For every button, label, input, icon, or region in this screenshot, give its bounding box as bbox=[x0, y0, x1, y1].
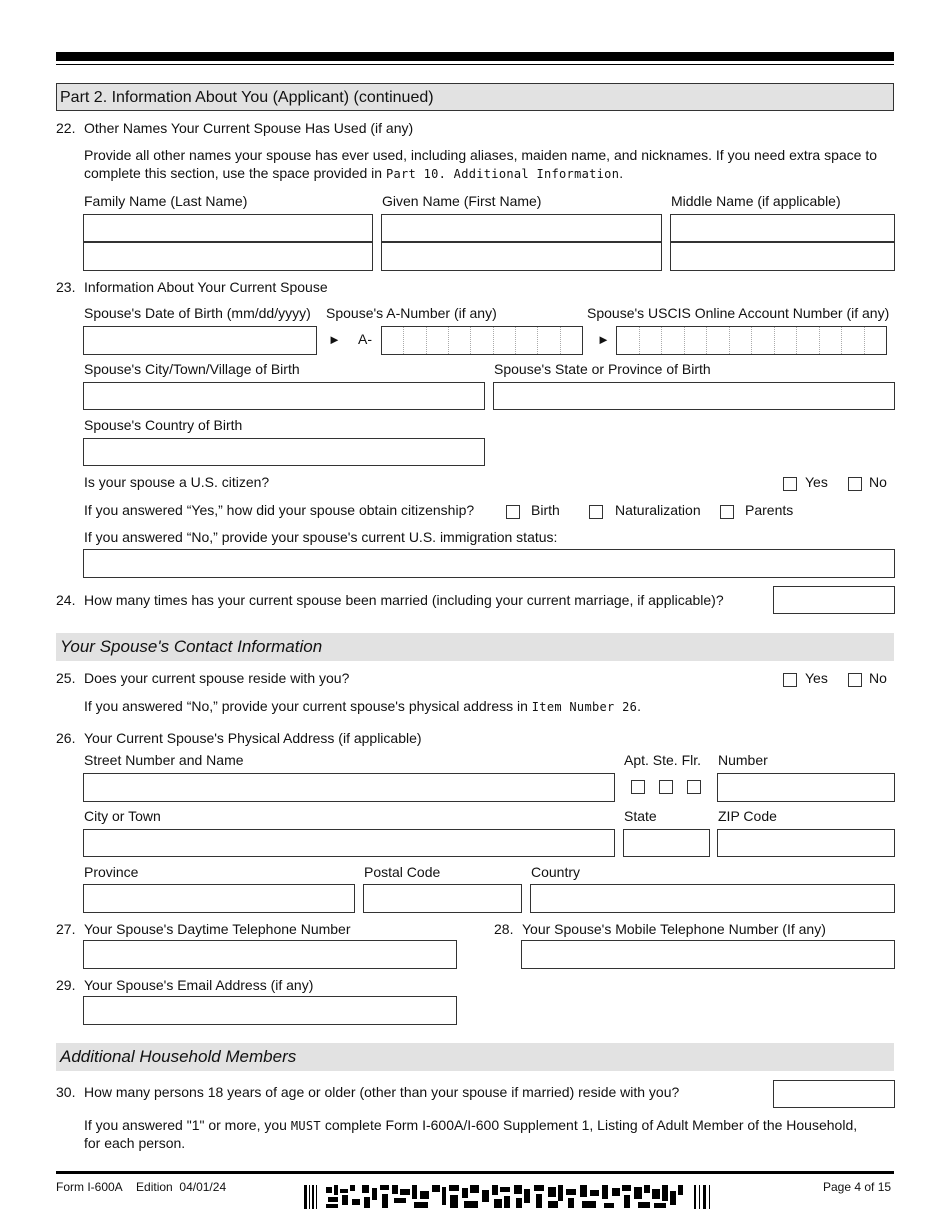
uscis-arrow-icon: ► bbox=[597, 332, 610, 347]
spouse-city-field[interactable] bbox=[83, 382, 485, 410]
province-label: Province bbox=[84, 864, 139, 880]
q30-question: How many persons 18 years of age or older (other than your spouse if married) reside with you? bbox=[84, 1084, 680, 1100]
q26-title: Your Current Spouse's Physical Address (if applicable) bbox=[84, 730, 422, 746]
given-name-label: Given Name (First Name) bbox=[382, 193, 542, 209]
city-town-field[interactable] bbox=[83, 829, 615, 857]
spouse-middle-name-field-1[interactable] bbox=[670, 214, 895, 242]
q28-number: 28. bbox=[494, 921, 514, 937]
q27-number: 27. bbox=[56, 921, 76, 937]
mobile-phone-field[interactable] bbox=[521, 940, 895, 969]
country-field[interactable] bbox=[530, 884, 895, 913]
contact-section-title: Your Spouse's Contact Information bbox=[60, 637, 323, 656]
q23-number: 23. bbox=[56, 279, 76, 295]
country-label: Country bbox=[531, 864, 581, 880]
q25-followup bbox=[84, 697, 641, 716]
footer-form-id: Form I-600A bbox=[56, 1180, 123, 1194]
q25-followup-ref: Item Number 26 bbox=[531, 700, 638, 714]
q22-instruction-ref: Part 10. Additional Information bbox=[385, 167, 620, 181]
q30-note-must: MUST bbox=[290, 1119, 321, 1133]
q23-title: Information About Your Current Spouse bbox=[84, 279, 328, 295]
family-name-label: Family Name (Last Name) bbox=[84, 193, 248, 209]
spouse-anumber-field[interactable] bbox=[381, 326, 583, 355]
spouse-given-name-field-1[interactable] bbox=[381, 214, 662, 242]
email-field[interactable] bbox=[83, 996, 457, 1025]
province-field[interactable] bbox=[83, 884, 355, 913]
spouse-state-field[interactable] bbox=[493, 382, 895, 410]
birth-label: Birth bbox=[531, 502, 560, 518]
q25-followup-text: If you answered “No,” provide your current spouse's physical address in bbox=[84, 698, 532, 714]
spouse-family-name-field-2[interactable] bbox=[83, 242, 373, 271]
reside-yes-checkbox[interactable] bbox=[783, 673, 797, 687]
household-section-header bbox=[56, 1043, 894, 1071]
apt-ste-flr-label: Apt. Ste. Flr. bbox=[624, 752, 702, 768]
spouse-dob-field[interactable] bbox=[83, 326, 317, 355]
spouse-uscis-label: Spouse's USCIS Online Account Number (if any) bbox=[587, 305, 890, 321]
unit-number-label: Number bbox=[718, 752, 768, 768]
postal-code-field[interactable] bbox=[363, 884, 522, 913]
times-married-field[interactable] bbox=[773, 586, 895, 614]
anumber-arrow-icon: ► bbox=[328, 332, 341, 347]
parents-checkbox[interactable] bbox=[720, 505, 734, 519]
spouse-uscis-account-field[interactable] bbox=[616, 326, 887, 355]
anumber-prefix: A- bbox=[358, 331, 372, 347]
spouse-country-field[interactable] bbox=[83, 438, 485, 466]
contact-section-header bbox=[56, 633, 894, 661]
footer-page-number: Page 4 of 15 bbox=[823, 1180, 892, 1194]
unit-number-field[interactable] bbox=[717, 773, 895, 802]
spouse-country-label: Spouse's Country of Birth bbox=[84, 417, 243, 433]
parents-label: Parents bbox=[745, 502, 794, 518]
spouse-city-label: Spouse's City/Town/Village of Birth bbox=[84, 361, 300, 377]
q22-instruction-line2 bbox=[84, 164, 623, 183]
spouse-middle-name-field-2[interactable] bbox=[670, 242, 895, 271]
q30-number: 30. bbox=[56, 1084, 76, 1100]
footer-edition-label: Edition bbox=[136, 1180, 173, 1194]
q25-question: Does your current spouse reside with you? bbox=[84, 670, 350, 686]
spouse-given-name-field-2[interactable] bbox=[381, 242, 662, 271]
zip-label: ZIP Code bbox=[718, 808, 777, 824]
q22-title: Other Names Your Current Spouse Has Used (if any) bbox=[84, 120, 414, 136]
footer-rule bbox=[56, 1171, 894, 1174]
q27-label: Your Spouse's Daytime Telephone Number bbox=[84, 921, 351, 937]
q25-number: 25. bbox=[56, 670, 76, 686]
citizen-no-label: No bbox=[869, 474, 887, 490]
naturalization-checkbox[interactable] bbox=[589, 505, 603, 519]
citizenship-how-question: If you answered “Yes,” how did your spouse obtain citizenship? bbox=[84, 502, 475, 518]
immigration-status-field[interactable] bbox=[83, 549, 895, 578]
naturalization-label: Naturalization bbox=[615, 502, 701, 518]
top-rule-thick bbox=[56, 52, 894, 61]
spouse-dob-label: Spouse's Date of Birth (mm/dd/yyyy) bbox=[84, 305, 311, 321]
state-field[interactable] bbox=[623, 829, 710, 857]
street-field[interactable] bbox=[83, 773, 615, 802]
apt-checkbox[interactable] bbox=[631, 780, 645, 794]
q25-followup-end: . bbox=[637, 698, 642, 714]
q22-instruction-text: complete this section, use the space provided in bbox=[84, 165, 386, 181]
immigration-status-question: If you answered “No,” provide your spouse's current U.S. immigration status: bbox=[84, 529, 558, 545]
citizen-yes-checkbox[interactable] bbox=[783, 477, 797, 491]
q29-label: Your Spouse's Email Address (if any) bbox=[84, 977, 314, 993]
q29-number: 29. bbox=[56, 977, 76, 993]
footer-edition-date: 04/01/24 bbox=[179, 1180, 227, 1194]
city-town-label: City or Town bbox=[84, 808, 161, 824]
household-section-title: Additional Household Members bbox=[60, 1047, 297, 1066]
part-header-title: Part 2. Information About You (Applicant) (continued) bbox=[60, 89, 434, 106]
q24-number: 24. bbox=[56, 592, 76, 608]
q24-question: How many times has your current spouse been married (including your current marriage, if applicable)? bbox=[84, 592, 724, 608]
ste-checkbox[interactable] bbox=[659, 780, 673, 794]
flr-checkbox[interactable] bbox=[687, 780, 701, 794]
footer-form-info bbox=[56, 1178, 226, 1196]
q22-instruction-end: . bbox=[619, 165, 624, 181]
reside-yes-label: Yes bbox=[805, 670, 828, 686]
q28-label: Your Spouse's Mobile Telephone Number (If any) bbox=[522, 921, 826, 937]
birth-checkbox[interactable] bbox=[506, 505, 520, 519]
q26-number: 26. bbox=[56, 730, 76, 746]
zip-field[interactable] bbox=[717, 829, 895, 857]
q30-note-rest: complete Form I-600A/I-600 Supplement 1, Listing of Adult Member of the Household, bbox=[320, 1117, 858, 1133]
q22-number: 22. bbox=[56, 120, 76, 136]
spouse-anumber-label: Spouse's A-Number (if any) bbox=[326, 305, 497, 321]
reside-no-checkbox[interactable] bbox=[848, 673, 862, 687]
citizen-question: Is your spouse a U.S. citizen? bbox=[84, 474, 270, 490]
citizen-no-checkbox[interactable] bbox=[848, 477, 862, 491]
state-label: State bbox=[624, 808, 657, 824]
barcode bbox=[304, 1185, 714, 1209]
top-rule-thin bbox=[56, 64, 894, 65]
q30-note bbox=[84, 1116, 857, 1135]
q22-instruction-line1: Provide all other names your spouse has ever used, including aliases, maiden name, and nicknames. If you need extra space to bbox=[84, 147, 878, 163]
spouse-family-name-field-1[interactable] bbox=[83, 214, 373, 242]
part-header bbox=[56, 83, 894, 111]
q30-note-text: If you answered "1" or more, you bbox=[84, 1117, 291, 1133]
middle-name-label: Middle Name (if applicable) bbox=[671, 193, 841, 209]
daytime-phone-field[interactable] bbox=[83, 940, 457, 969]
postal-code-label: Postal Code bbox=[364, 864, 441, 880]
street-label: Street Number and Name bbox=[84, 752, 244, 768]
adult-count-field[interactable] bbox=[773, 1080, 895, 1108]
reside-no-label: No bbox=[869, 670, 887, 686]
citizen-yes-label: Yes bbox=[805, 474, 828, 490]
q30-note-line2: for each person. bbox=[84, 1135, 186, 1151]
spouse-state-label: Spouse's State or Province of Birth bbox=[494, 361, 711, 377]
